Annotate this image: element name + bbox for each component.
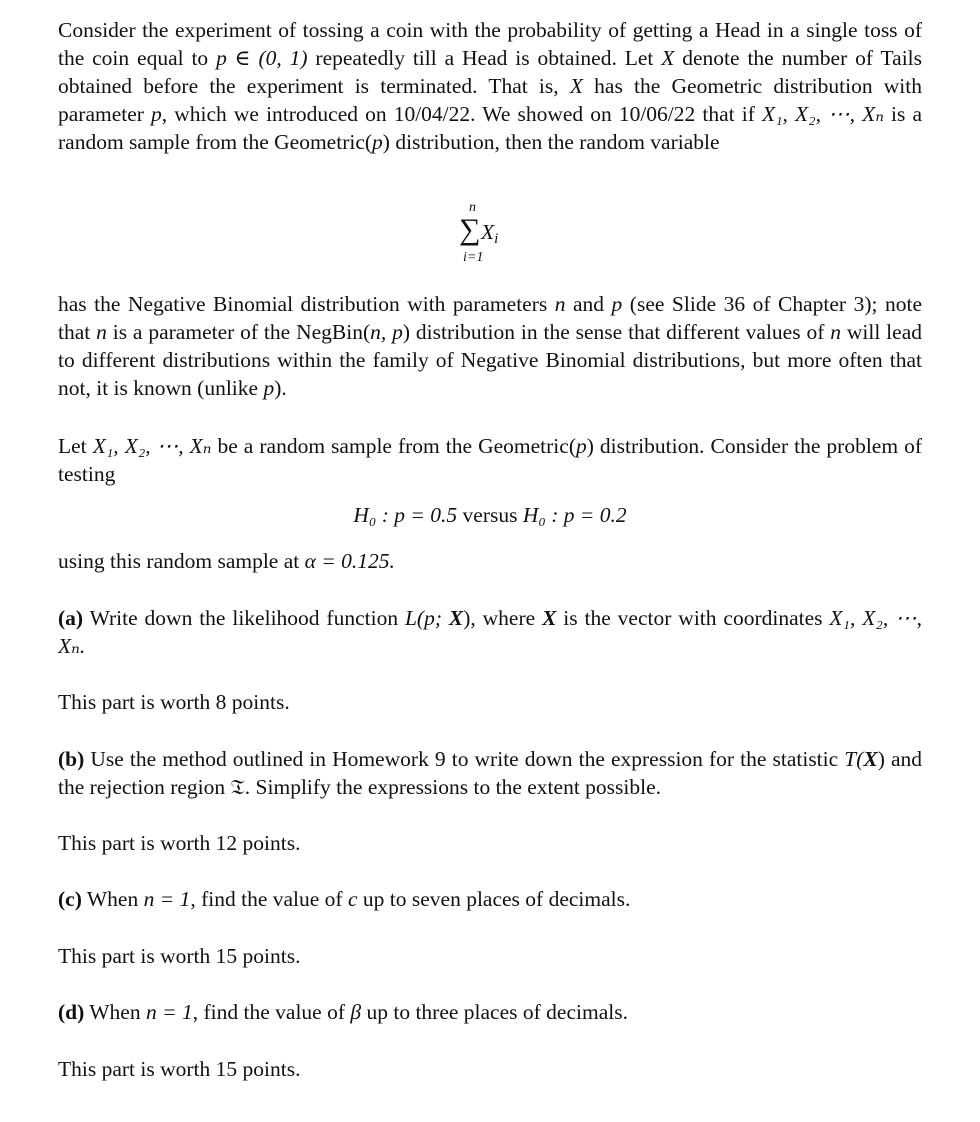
null-hypothesis: H₀ : p = 0.5	[353, 503, 458, 527]
var-beta: β	[350, 1000, 362, 1024]
sigma-symbol: ∑	[459, 213, 481, 246]
testing-paragraph	[58, 432, 922, 488]
testing-text-3: ) distribution. Consider the problem of testing	[58, 434, 923, 486]
negbin-text-5: ) distribution in the sense that different values of	[402, 320, 831, 344]
p-range: p ∈ (0, 1)	[216, 46, 308, 70]
part-a-text-3: is the vector with coordinates	[556, 606, 830, 630]
vector-x: X	[863, 747, 878, 771]
part-d-text-2: , find the value of	[192, 1000, 351, 1024]
part-c-label: (c)	[58, 887, 82, 911]
negbin-params: n, p	[370, 320, 403, 344]
var-n: n	[96, 320, 107, 344]
negbin-paragraph	[58, 290, 922, 402]
alt-hypothesis: H₀ : p = 0.2	[522, 503, 627, 527]
part-c-text-3: up to seven places of decimals.	[357, 887, 631, 911]
vector-x: X	[542, 606, 557, 630]
part-b-label: (b)	[58, 747, 85, 771]
intro-text-4: has the Geometric distribution with parameter	[58, 74, 922, 126]
part-c-text-2: , find the value of	[190, 887, 348, 911]
hypothesis-line	[0, 501, 980, 529]
intro-text-6: is a random sample from the Geometric(	[58, 102, 923, 154]
var-x: X	[569, 74, 583, 98]
intro-text-1: Consider the experiment of tossing a coin with the probability of getting a Head in a single toss of the coin equal to	[58, 18, 922, 70]
likelihood-fn: L(p;	[404, 606, 449, 630]
var-p: p	[576, 434, 587, 458]
var-c: c	[347, 887, 358, 911]
var-p: p	[611, 292, 623, 316]
coords-vars: X₁, X₂, ⋯, Xₙ.	[58, 606, 923, 658]
var-p: p	[263, 376, 275, 400]
worth-a: This part is worth 8 points.	[58, 690, 290, 714]
versus-text: versus	[457, 503, 523, 527]
part-d	[58, 998, 628, 1026]
var-p: p	[151, 102, 162, 126]
vector-x: X	[448, 606, 464, 630]
sum-lower-limit: i=1	[463, 250, 484, 265]
sample-vars: X₁, X₂, ⋯, Xₙ	[92, 434, 212, 458]
intro-text-2: repeatedly till a Head is obtained. Let	[307, 46, 662, 70]
part-a-text-2: ), where	[463, 606, 543, 630]
sum-expression	[455, 200, 525, 272]
part-b-text-2: ) and the rejection region	[58, 747, 922, 799]
part-d-text-3: up to three places of decimals.	[361, 1000, 628, 1024]
negbin-text-2: and	[565, 292, 612, 316]
var-n: n	[830, 320, 841, 344]
worth-c: This part is worth 15 points.	[58, 944, 301, 968]
part-b	[58, 745, 922, 801]
part-d-text-1: When	[84, 1000, 146, 1024]
sum-term-sub: i	[494, 230, 499, 247]
part-a-text-1: Write down the likelihood function	[83, 606, 405, 630]
testing-text-1: Let	[58, 434, 93, 458]
n-equals-1: n = 1	[143, 887, 191, 911]
part-b-text-3: . Simplify the expressions to the extent possible.	[244, 775, 662, 799]
negbin-text-1: has the Negative Binomial distribution with parameters	[58, 292, 555, 316]
intro-text-7: ) distribution, then the random variable	[382, 130, 720, 154]
sum-upper-limit: n	[469, 200, 476, 215]
part-c-text-1: When	[81, 887, 144, 911]
worth-d: This part is worth 15 points.	[58, 1057, 301, 1081]
part-d-label: (d)	[58, 1000, 85, 1024]
intro-text-3: denote the number of Tails obtained before the experiment is terminated. That is,	[58, 46, 923, 98]
negbin-text-3: (see Slide 36 of Chapter 3); note that	[58, 292, 922, 344]
part-c	[58, 885, 630, 913]
worth-b: This part is worth 12 points.	[58, 831, 301, 855]
intro-text-5: , which we introduced on 10/04/22. We showed on 10/06/22 that if	[161, 102, 762, 126]
sum-term-var: X	[481, 220, 495, 244]
negbin-text-4: is a parameter of the NegBin(	[106, 320, 371, 344]
sum-term	[481, 220, 498, 245]
testing-text-2: be a random sample from the Geometric(	[211, 434, 576, 458]
negbin-text-7: ).	[274, 376, 287, 400]
var-p: p	[372, 130, 383, 154]
n-equals-1: n = 1	[145, 1000, 193, 1024]
var-n: n	[554, 292, 566, 316]
part-a-label: (a)	[58, 606, 84, 630]
part-a	[58, 604, 922, 660]
sample-vars: X₁, X₂, ⋯, Xₙ	[761, 102, 884, 126]
alpha-line	[58, 547, 395, 575]
alpha-line-text: using this random sample at	[58, 549, 305, 573]
statistic-t: T(	[844, 747, 864, 771]
part-b-text-1: Use the method outlined in Homework 9 to write down the expression for the statistic	[84, 747, 845, 771]
rejection-region: 𝔗	[230, 775, 245, 799]
var-x: X	[661, 46, 675, 70]
intro-paragraph	[58, 16, 922, 156]
alpha-value: α = 0.125.	[304, 549, 395, 573]
negbin-text-6: will lead to different distributions within the family of Negative Binomial distributions, but more often that not, it is known (unlike	[58, 320, 922, 400]
